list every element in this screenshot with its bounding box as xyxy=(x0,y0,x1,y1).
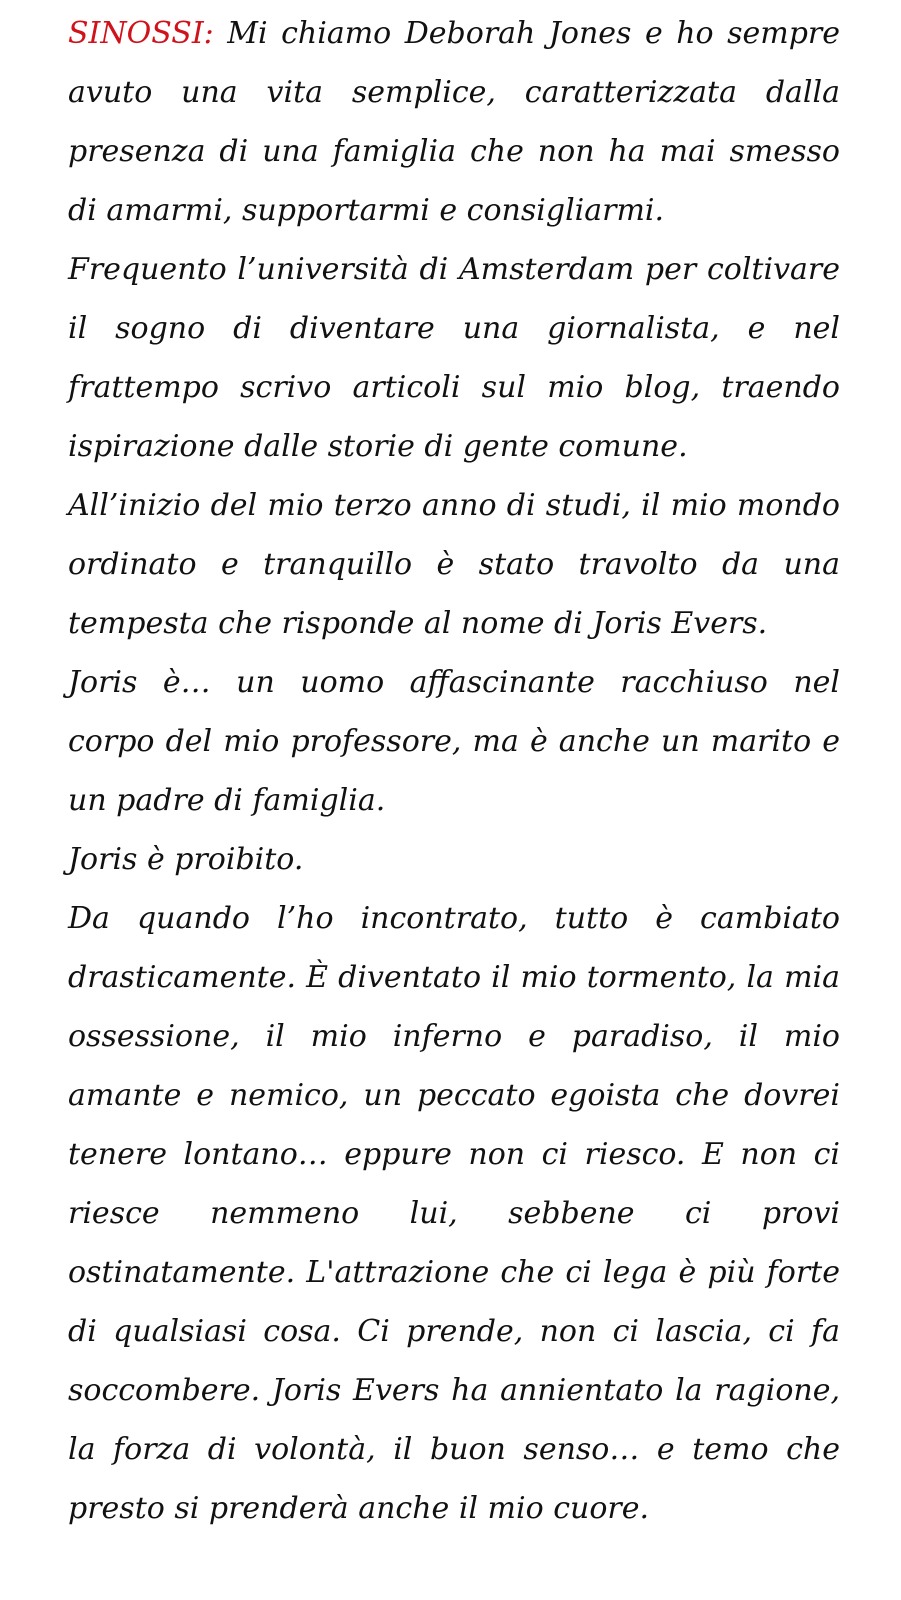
synopsis-paragraph-1 xyxy=(68,4,840,240)
synopsis-paragraph-6: Da quando l’ho incontrato, tutto è cambiato drasticamente. È diventato il mio tormento, la mia ossessione, il mio inferno e paradiso, il mio amante e nemico, un peccato egoista che dovrei tenere lontano… eppure non ci riesco. E non ci riesce nemmeno lui, sebbene ci provi ostinatamente. L'attrazione che ci lega è più forte di qualsiasi cosa. Ci prende, non ci lascia, ci fa soccombere. Joris Evers ha annientato la ragione, la forza di volontà, il buon senso… e temo che presto si prenderà anche il mio cuore. xyxy=(68,901,840,1526)
synopsis-page xyxy=(68,4,840,1538)
synopsis-paragraph-3: All’inizio del mio terzo anno di studi, il mio mondo ordinato e tranquillo è stato travolto da una tempesta che risponde al nome di Joris Evers. xyxy=(68,488,840,641)
synopsis-paragraph-4: Joris è… un uomo affascinante racchiuso nel corpo del mio professore, ma è anche un marito e un padre di famiglia. xyxy=(68,665,840,818)
synopsis-paragraph-2: Frequento l’università di Amsterdam per coltivare il sogno di diventare una giornalista, e nel frattempo scrivo articoli sul mio blog, traendo ispirazione dalle storie di gente comune. xyxy=(68,252,840,464)
synopsis-paragraph-5: Joris è proibito. xyxy=(68,842,304,877)
synopsis-label: SINOSSI: xyxy=(68,16,214,51)
paragraph-text: Mi chiamo Deborah Jones e ho sempre avuto una vita semplice, caratterizzata dalla presenza di una famiglia che non ha mai smesso di amarmi, supportarmi e consigliarmi. xyxy=(68,16,840,228)
